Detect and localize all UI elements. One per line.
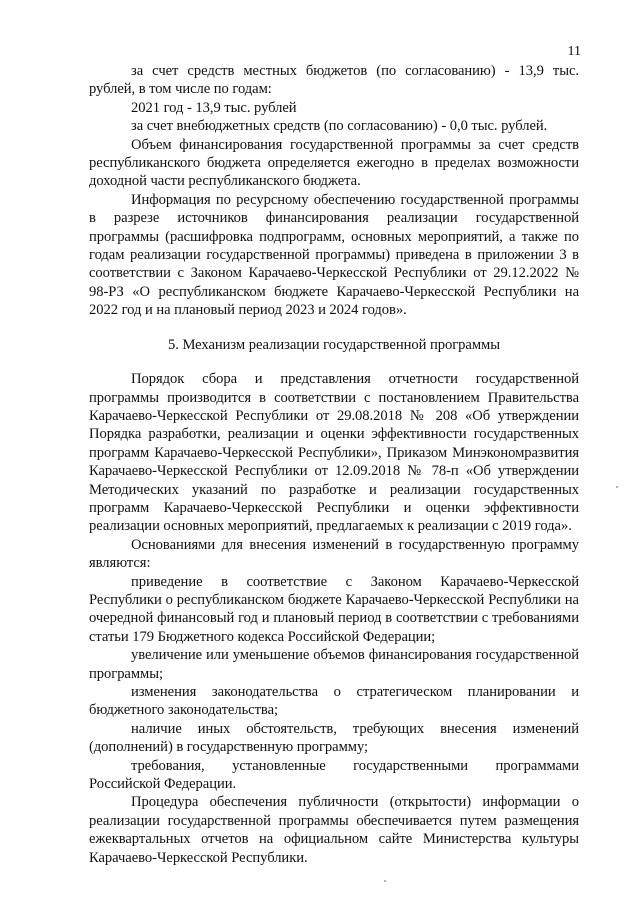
paragraph-ground-legislation: изменения законодательства о стратегическом планировании и бюджетного законодательства; [89, 684, 579, 719]
section-heading: 5. Механизм реализации государственной программы [168, 336, 500, 353]
paragraph-reporting-order: Порядок сбора и представления отчетности государственной программы производится в соответствии с постановлением Правительства Карачаево-Черкесской Республики от 29.08.2018 № 208 «Об утверждении Порядка разработки, реализации и оценки эффективности государственных программ Карачаево-Черкесской Республики», Приказом Минэкономразвития Карачаево-Черкесской Республики от 12.09.2018 № 78-п «Об утверждении Методических указаний по разработке и реализации государственных программ Карачаево-Черкесской Республики и оценки эффективности реализации основных мероприятий, предлагаемых к реализации с 2019 года». [89, 371, 579, 535]
document-body [89, 62, 579, 867]
paragraph-grounds-intro: Основаниями для внесения изменений в государственную программу являются: [89, 536, 579, 572]
paragraph-ground-federal-programs: требования, установленные государственными программами Российской Федерации. [89, 757, 579, 793]
scan-speck [616, 486, 618, 488]
page-number: 11 [567, 44, 581, 59]
paragraph-resource-info: Информация по ресурсному обеспечению государственной программы в разрезе источников финансирования реализации государственной программы (расшифровка подпрограмм, основных мероприятий, а также по годам реализации государственной программы) приведена в приложении 3 в соответствии с Законом Карачаево-Черкесской Республики от 29.12.2022 № 98-РЗ «О республиканском бюджете Карачаево-Черкесской Республики на 2022 год и на плановый период 2023 и 2024 годов». [89, 191, 579, 319]
paragraph-ground-funding-change: увеличение или уменьшение объемов финансирования государственной программы; [89, 647, 579, 682]
paragraph-extrabudgetary: за счет внебюджетных средств (по согласованию) - 0,0 тыс. рублей. [131, 118, 548, 135]
scan-speck [384, 880, 386, 882]
paragraph-ground-other: наличие иных обстоятельств, требующих внесения изменений (дополнений) в государственную программу; [89, 720, 579, 756]
paragraph-local-budgets: за счет средств местных бюджетов (по согласованию) - 13,9 тыс. рублей, в том числе по годам: [89, 63, 579, 98]
paragraph-year-2021: 2021 год - 13,9 тыс. рублей [131, 99, 297, 116]
paragraph-ground-budget-law: приведение в соответствие с Законом Карачаево-Черкесской Республики о республиканском бюджете Карачаево-Черкесской Республики на очередной финансовый год и плановый период в соответствии с требованиями статьи 179 Бюджетного кодекса Российской Федерации; [89, 573, 579, 645]
paragraph-publicity: Процедура обеспечения публичности (открытости) информации о реализации государственной программы обеспечивается путем размещения ежеквартальных отчетов на официальном сайте Министерства культуры Карачаево-Черкесской Республики. [89, 794, 579, 866]
paragraph-funding-volume: Объем финансирования государственной программы за счет средств республиканского бюджета определяется ежегодно в пределах возможности доходной части республиканского бюджета. [89, 136, 579, 190]
